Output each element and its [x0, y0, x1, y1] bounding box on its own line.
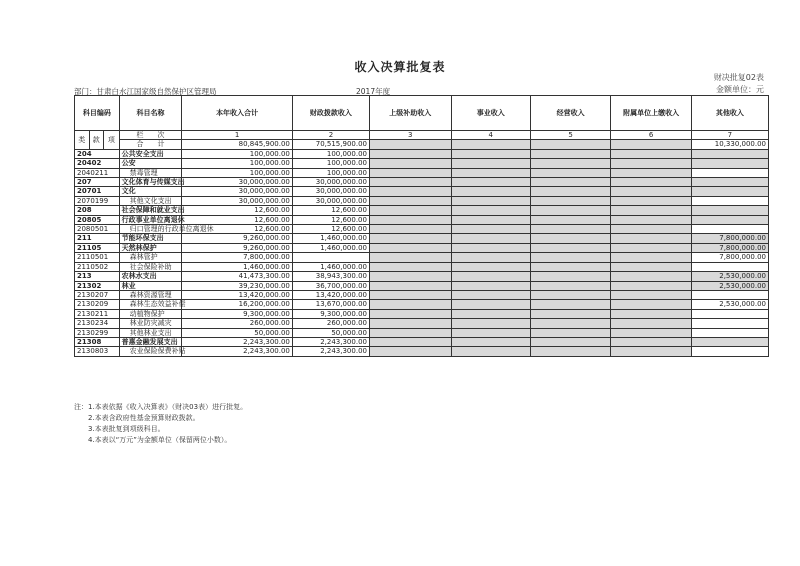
empty-cell — [611, 281, 691, 290]
column-number: 6 — [611, 131, 691, 140]
other-income — [691, 309, 768, 318]
empty-cell — [530, 225, 610, 234]
subject-code: 21308 — [75, 337, 120, 346]
subject-code: 2080501 — [75, 225, 120, 234]
fiscal-income: 50,000.00 — [292, 328, 369, 337]
empty-cell — [611, 206, 691, 215]
total-income: 12,600.00 — [182, 215, 293, 224]
empty-cell — [451, 140, 530, 149]
table-row — [75, 300, 769, 309]
empty-cell — [451, 319, 530, 328]
table-row — [75, 272, 769, 281]
header-code: 科目编码 — [75, 96, 120, 131]
empty-cell — [611, 253, 691, 262]
empty-cell — [611, 243, 691, 252]
total-income: 12,600.00 — [182, 225, 293, 234]
table-row — [75, 253, 769, 262]
fiscal-income — [292, 253, 369, 262]
total-fiscal: 70,515,900.00 — [292, 140, 369, 149]
empty-cell — [369, 206, 451, 215]
empty-cell — [530, 187, 610, 196]
subject-name: 森林生态效益补偿 — [119, 300, 182, 309]
fiscal-income: 30,000,000.00 — [292, 178, 369, 187]
column-number-row — [75, 131, 769, 140]
subject-name: 普惠金融发展支出 — [119, 337, 182, 346]
header-superior: 上级补助收入 — [369, 96, 451, 131]
header-operating: 经营收入 — [530, 96, 610, 131]
subject-code: 2130211 — [75, 309, 120, 318]
fiscal-income: 30,000,000.00 — [292, 196, 369, 205]
empty-cell — [611, 300, 691, 309]
subject-name: 社会保障和就业支出 — [119, 206, 182, 215]
column-number: 2 — [292, 131, 369, 140]
total-income: 1,460,000.00 — [182, 262, 293, 271]
table-row — [75, 196, 769, 205]
empty-cell — [369, 196, 451, 205]
fiscal-income: 13,670,000.00 — [292, 300, 369, 309]
subject-code: 207 — [75, 178, 120, 187]
empty-cell — [369, 159, 451, 168]
empty-cell — [369, 215, 451, 224]
empty-cell — [369, 309, 451, 318]
empty-cell — [611, 347, 691, 356]
empty-cell — [451, 328, 530, 337]
empty-cell — [611, 262, 691, 271]
subject-code: 2130299 — [75, 328, 120, 337]
empty-cell — [611, 168, 691, 177]
table-row — [75, 328, 769, 337]
table-row — [75, 168, 769, 177]
note-line: 3.本表批复到项级科目。 — [88, 425, 165, 433]
empty-cell — [451, 168, 530, 177]
empty-cell — [451, 196, 530, 205]
subject-name: 其他林业支出 — [119, 328, 182, 337]
fiscal-income: 1,460,000.00 — [292, 243, 369, 252]
other-income: 2,530,000.00 — [691, 300, 768, 309]
empty-cell — [530, 300, 610, 309]
empty-cell — [369, 178, 451, 187]
subject-name: 森林管护 — [119, 253, 182, 262]
empty-cell — [611, 290, 691, 299]
empty-cell — [451, 337, 530, 346]
empty-cell — [530, 253, 610, 262]
other-income — [691, 206, 768, 215]
other-income — [691, 328, 768, 337]
column-number-label: 栏 次 — [119, 131, 182, 140]
subject-name: 文化 — [119, 187, 182, 196]
header-lei: 类 — [75, 131, 90, 150]
empty-cell — [369, 347, 451, 356]
empty-cell — [369, 290, 451, 299]
empty-cell — [369, 262, 451, 271]
subject-name: 林业防灾减灾 — [119, 319, 182, 328]
table-row — [75, 243, 769, 252]
empty-cell — [611, 149, 691, 158]
empty-cell — [369, 140, 451, 149]
empty-cell — [611, 215, 691, 224]
header-other: 其他收入 — [691, 96, 768, 131]
table-row — [75, 309, 769, 318]
other-income: 7,800,000.00 — [691, 243, 768, 252]
empty-cell — [369, 337, 451, 346]
form-number: 财决批复02表 — [713, 73, 764, 82]
fiscal-income: 100,000.00 — [292, 159, 369, 168]
empty-cell — [530, 337, 610, 346]
fiscal-income: 1,460,000.00 — [292, 234, 369, 243]
header-row — [75, 96, 769, 131]
total-income: 2,243,300.00 — [182, 347, 293, 356]
table-row — [75, 225, 769, 234]
subject-code: 21302 — [75, 281, 120, 290]
subject-name: 其他文化支出 — [119, 196, 182, 205]
other-income — [691, 187, 768, 196]
empty-cell — [611, 159, 691, 168]
total-income: 100,000.00 — [182, 168, 293, 177]
column-number: 1 — [182, 131, 293, 140]
empty-cell — [530, 262, 610, 271]
empty-cell — [530, 309, 610, 318]
fiscal-income: 9,300,000.00 — [292, 309, 369, 318]
subject-name: 林业 — [119, 281, 182, 290]
subject-name: 农林水支出 — [119, 272, 182, 281]
empty-cell — [530, 319, 610, 328]
other-income — [691, 159, 768, 168]
empty-cell — [530, 159, 610, 168]
empty-cell — [451, 290, 530, 299]
column-number: 7 — [691, 131, 768, 140]
fiscal-income: 12,600.00 — [292, 215, 369, 224]
header-fiscal: 财政拨款收入 — [292, 96, 369, 131]
empty-cell — [611, 234, 691, 243]
note-line: 2.本表含政府性基金预算财政拨款。 — [88, 414, 200, 422]
subject-code: 2130207 — [75, 290, 120, 299]
other-income — [691, 225, 768, 234]
empty-cell — [611, 319, 691, 328]
subject-code: 20402 — [75, 159, 120, 168]
table-row — [75, 178, 769, 187]
column-number: 4 — [451, 131, 530, 140]
empty-cell — [451, 272, 530, 281]
subject-name: 公安 — [119, 159, 182, 168]
empty-cell — [530, 196, 610, 205]
other-income — [691, 290, 768, 299]
empty-cell — [530, 206, 610, 215]
header-affiliated: 附属单位上缴收入 — [611, 96, 691, 131]
subject-code: 208 — [75, 206, 120, 215]
empty-cell — [611, 337, 691, 346]
subject-code: 20805 — [75, 215, 120, 224]
subject-code: 204 — [75, 149, 120, 158]
note-line: 4.本表以“万元”为金额单位（保留两位小数）。 — [88, 436, 232, 444]
empty-cell — [451, 243, 530, 252]
empty-cell — [369, 272, 451, 281]
empty-cell — [369, 225, 451, 234]
header-name: 科目名称 — [119, 96, 182, 131]
empty-cell — [530, 149, 610, 158]
header-business: 事业收入 — [451, 96, 530, 131]
empty-cell — [611, 140, 691, 149]
empty-cell — [451, 159, 530, 168]
other-income — [691, 196, 768, 205]
empty-cell — [451, 187, 530, 196]
total-income: 30,000,000.00 — [182, 178, 293, 187]
subject-code: 2130234 — [75, 319, 120, 328]
total-income: 13,420,000.00 — [182, 290, 293, 299]
total-income: 39,230,000.00 — [182, 281, 293, 290]
subject-code: 2040211 — [75, 168, 120, 177]
other-income — [691, 319, 768, 328]
amount-unit: 金额单位：元 — [716, 85, 764, 94]
other-income: 7,800,000.00 — [691, 234, 768, 243]
empty-cell — [530, 281, 610, 290]
empty-cell — [369, 253, 451, 262]
empty-cell — [611, 196, 691, 205]
subject-code: 211 — [75, 234, 120, 243]
empty-cell — [611, 178, 691, 187]
header-xiang: 项 — [104, 131, 120, 150]
fiscal-income: 2,243,300.00 — [292, 337, 369, 346]
table-row — [75, 262, 769, 271]
empty-cell — [369, 328, 451, 337]
subject-name: 节能环保支出 — [119, 234, 182, 243]
empty-cell — [369, 234, 451, 243]
total-income: 30,000,000.00 — [182, 187, 293, 196]
total-income: 100,000.00 — [182, 159, 293, 168]
empty-cell — [530, 243, 610, 252]
empty-cell — [451, 215, 530, 224]
fiscal-year: 2017年度 — [356, 87, 391, 96]
other-income — [691, 262, 768, 271]
column-number: 5 — [530, 131, 610, 140]
subject-name: 森林资源管理 — [119, 290, 182, 299]
total-label: 合 计 — [119, 140, 182, 149]
other-income — [691, 337, 768, 346]
other-income: 7,800,000.00 — [691, 253, 768, 262]
fiscal-income: 100,000.00 — [292, 168, 369, 177]
fiscal-income: 2,243,300.00 — [292, 347, 369, 356]
column-number: 3 — [369, 131, 451, 140]
note-line: 注：1.本表依据《收入决算表》（财决03表）进行批复。 — [74, 403, 248, 411]
empty-cell — [611, 328, 691, 337]
department-label: 部门：甘肃白水江国家级自然保护区管理局 — [74, 87, 217, 96]
subject-code: 2130209 — [75, 300, 120, 309]
other-income: 2,530,000.00 — [691, 272, 768, 281]
empty-cell — [451, 178, 530, 187]
subject-code: 2110502 — [75, 262, 120, 271]
empty-cell — [451, 225, 530, 234]
other-income — [691, 347, 768, 356]
empty-cell — [451, 300, 530, 309]
subject-code: 2130803 — [75, 347, 120, 356]
subject-name: 动植物保护 — [119, 309, 182, 318]
other-income: 2,530,000.00 — [691, 281, 768, 290]
empty-cell — [530, 140, 610, 149]
empty-cell — [611, 225, 691, 234]
total-income: 9,260,000.00 — [182, 243, 293, 252]
empty-cell — [530, 328, 610, 337]
total-income: 9,300,000.00 — [182, 309, 293, 318]
total-amount: 80,845,900.00 — [182, 140, 293, 149]
total-income: 12,600.00 — [182, 206, 293, 215]
fiscal-income: 1,460,000.00 — [292, 262, 369, 271]
header-total: 本年收入合计 — [182, 96, 293, 131]
empty-cell — [611, 309, 691, 318]
total-income: 7,800,000.00 — [182, 253, 293, 262]
table-row — [75, 337, 769, 346]
other-income — [691, 215, 768, 224]
subject-code: 213 — [75, 272, 120, 281]
empty-cell — [369, 149, 451, 158]
table-row — [75, 187, 769, 196]
subject-code: 2110501 — [75, 253, 120, 262]
subject-code: 20701 — [75, 187, 120, 196]
header-kuan: 款 — [89, 131, 104, 150]
subject-name: 天然林保护 — [119, 243, 182, 252]
fiscal-income: 30,000,000.00 — [292, 187, 369, 196]
empty-cell — [530, 234, 610, 243]
other-income — [691, 168, 768, 177]
empty-cell — [369, 187, 451, 196]
table-row — [75, 234, 769, 243]
total-income: 260,000.00 — [182, 319, 293, 328]
empty-cell — [451, 206, 530, 215]
empty-cell — [451, 281, 530, 290]
total-other: 10,330,000.00 — [691, 140, 768, 149]
table-row — [75, 347, 769, 356]
subject-name: 社会保险补助 — [119, 262, 182, 271]
fiscal-income: 100,000.00 — [292, 149, 369, 158]
table-row — [75, 159, 769, 168]
empty-cell — [451, 309, 530, 318]
empty-cell — [451, 234, 530, 243]
subject-code: 21105 — [75, 243, 120, 252]
empty-cell — [369, 168, 451, 177]
other-income — [691, 149, 768, 158]
table-row — [75, 281, 769, 290]
fiscal-income: 260,000.00 — [292, 319, 369, 328]
empty-cell — [530, 290, 610, 299]
fiscal-income: 13,420,000.00 — [292, 290, 369, 299]
total-income: 50,000.00 — [182, 328, 293, 337]
fiscal-income: 38,943,300.00 — [292, 272, 369, 281]
empty-cell — [530, 168, 610, 177]
table-row — [75, 206, 769, 215]
total-row — [75, 140, 769, 149]
total-income: 9,260,000.00 — [182, 234, 293, 243]
empty-cell — [530, 272, 610, 281]
empty-cell — [611, 272, 691, 281]
total-income: 30,000,000.00 — [182, 196, 293, 205]
table-row — [75, 215, 769, 224]
total-income: 2,243,300.00 — [182, 337, 293, 346]
subject-name: 文化体育与传媒支出 — [119, 178, 182, 187]
empty-cell — [451, 253, 530, 262]
subject-name: 行政事业单位离退休 — [119, 215, 182, 224]
table-row — [75, 149, 769, 158]
empty-cell — [530, 347, 610, 356]
empty-cell — [530, 178, 610, 187]
subject-name: 公共安全支出 — [119, 149, 182, 158]
total-income: 100,000.00 — [182, 149, 293, 158]
page-title: 收入决算批复表 — [354, 60, 446, 74]
empty-cell — [369, 319, 451, 328]
table-row — [75, 290, 769, 299]
fiscal-income: 12,600.00 — [292, 206, 369, 215]
empty-cell — [451, 347, 530, 356]
other-income — [691, 178, 768, 187]
subject-code: 2070199 — [75, 196, 120, 205]
revenue-table — [74, 95, 769, 357]
empty-cell — [451, 149, 530, 158]
subject-name: 农业保险保费补贴 — [119, 347, 182, 356]
empty-cell — [530, 215, 610, 224]
total-income: 16,200,000.00 — [182, 300, 293, 309]
fiscal-income: 12,600.00 — [292, 225, 369, 234]
table-row — [75, 319, 769, 328]
subject-name: 归口管理的行政单位离退休 — [119, 225, 182, 234]
empty-cell — [611, 187, 691, 196]
notes — [74, 402, 247, 446]
fiscal-income: 36,700,000.00 — [292, 281, 369, 290]
empty-cell — [369, 243, 451, 252]
subject-name: 禁毒管理 — [119, 168, 182, 177]
empty-cell — [369, 300, 451, 309]
empty-cell — [451, 262, 530, 271]
empty-cell — [369, 281, 451, 290]
total-income: 41,473,300.00 — [182, 272, 293, 281]
